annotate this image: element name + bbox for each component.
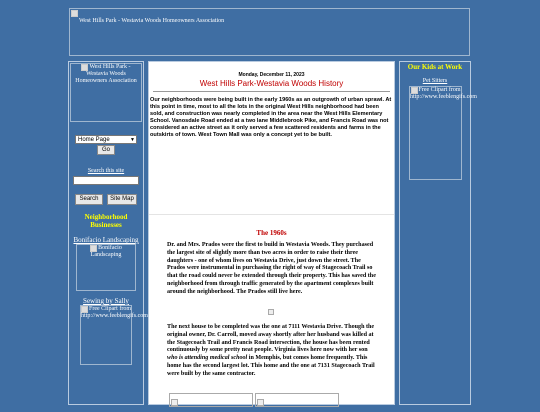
page-title: West Hills Park-Westavia Woods History	[199, 79, 344, 88]
businesses-title: Neighborhood Businesses	[84, 213, 128, 229]
section-divider	[149, 214, 394, 215]
carroll-text-italic: who is attending medical school	[167, 355, 248, 362]
history-paragraph-prados: Dr. and Mrs. Prados were the first to build in Westavia Woods. They purchased the largest site of slightly more than two acres in order to raise their three daughters - one of whom lives on Westavia Drive, just down the street. The Prados were instrumental in purchasing the right of way of Stagecoach Trail so that the road could never be extended through their property. This has saved the neighborhood from through traffic generated by the apartment complexes built around the neighborhood. The Prados still live here.	[167, 242, 376, 295]
business-image-bonifacio[interactable]	[76, 244, 136, 291]
carroll-text-end: in Memphis, but comes home frequently. This home has the second largest lot. This home and the one at 7131 Stagecoach Trail were built by the same contractor.	[167, 355, 375, 377]
page-nav	[69, 135, 143, 155]
page-select-value: Home Page	[78, 137, 110, 143]
pet-sitters-image-alt: Free Clipart from http://www.feeblengifs.com	[410, 87, 477, 100]
pet-sitters-image[interactable]	[409, 86, 477, 180]
business-link-sewing[interactable]: Sewing by Sally	[83, 297, 129, 305]
broken-image-icon	[90, 245, 97, 252]
main-content	[148, 61, 395, 405]
business-image-sewing[interactable]	[80, 305, 148, 365]
business-link-bonifacio[interactable]: Bonifacio Landscaping	[73, 236, 139, 244]
kids-title: Our Kids at Work	[407, 63, 463, 71]
search-site-link[interactable]: Search this site	[87, 168, 125, 174]
chevron-down-icon: ▼	[130, 137, 135, 143]
carroll-text-start: The next house to be completed was the one at 7111 Westavia Drive. Though the original owner, Dr. Carroll, moved away shortly after her husband was killed at the Stagecoach Trail and Francis Road intersection, the house has been rented continuously by some pretty neat people. Virginia lives here now with her son	[167, 324, 375, 354]
go-button[interactable]: Go	[97, 145, 115, 155]
page-select[interactable]	[75, 135, 137, 144]
history-paragraph-carroll	[167, 324, 379, 379]
pet-sitters-link[interactable]: Pet Sitters	[422, 78, 448, 84]
site-logo-image	[70, 63, 142, 122]
business-image-bonifacio-alt: Bonifacio Landscaping	[90, 245, 122, 258]
intro-paragraph: Our neighborhoods were being built in the early 1960s as an outgrowth of urban sprawl. At this point in time, most to all the lots in the original West Hills neighborhood had been sold, and construction was nearly completed in the area near the West Hills Elementary School. Vanosdale Road ended at a two lane Middlebrook Pike, and Francis Road was not considered an active street as it only served a few scattered residents and farms in the outskirts of town. West Town Mall was only a concept yet to be built.	[150, 97, 392, 138]
section-heading: The 1960s	[256, 229, 287, 237]
broken-image-icon	[171, 399, 178, 406]
broken-image-icon	[257, 399, 264, 406]
broken-image-icon	[81, 306, 88, 313]
search-button[interactable]: Search	[75, 194, 103, 205]
site-logo-alt: West Hills Park - Westavia Woods Homeowners Association	[75, 64, 137, 84]
broken-image-icon	[411, 87, 418, 94]
broken-image-icon	[71, 10, 78, 17]
header-banner-alt: West Hills Park - Westavia Woods Homeowners Association	[79, 18, 225, 24]
broken-image-icon	[81, 64, 88, 71]
search-input[interactable]	[73, 176, 139, 185]
photo-frame-left	[169, 393, 253, 407]
right-sidebar	[399, 61, 477, 405]
photo-frame-right	[255, 393, 339, 407]
broken-image-icon	[268, 309, 274, 315]
business-image-sewing-alt: Free Clipart from http://www.feeblengifs.com	[81, 306, 148, 319]
site-map-button[interactable]: Site Map	[107, 194, 137, 205]
site-search	[69, 167, 143, 205]
left-sidebar	[68, 61, 148, 405]
title-divider	[153, 91, 390, 92]
header-banner-image	[69, 8, 470, 56]
page-date: Monday, December 11, 2023	[238, 72, 305, 78]
